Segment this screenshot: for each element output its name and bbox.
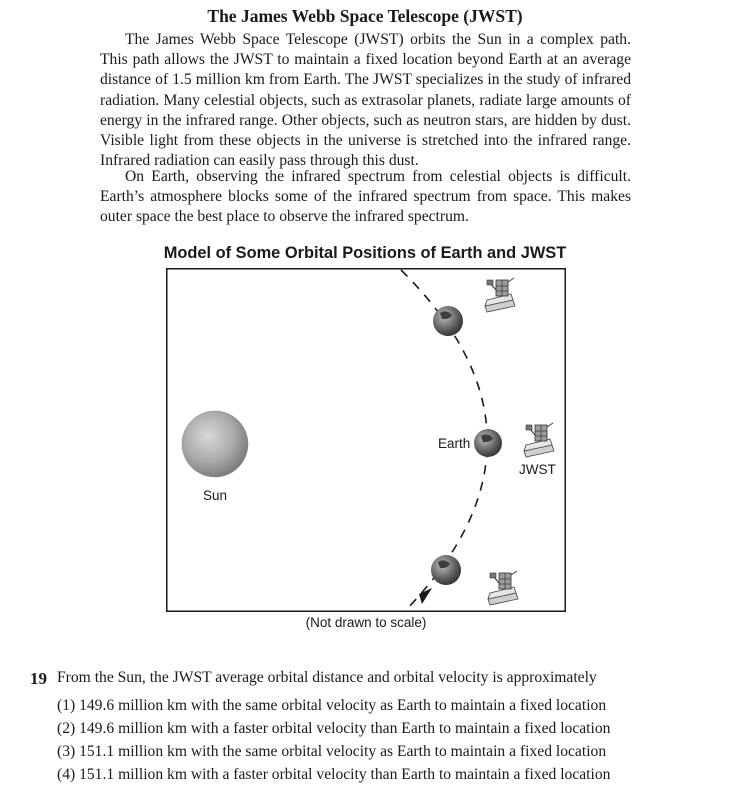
passage-paragraph-1: The James Webb Space Telescope (JWST) orbits the Sun in a complex path. This path allows the JWST to maintain a fixed location beyond Earth at an average distance of 1.5 million km from Earth. The JWST specializes in the study of infrared radiation. Many celestial objects, such as extrasolar planets, radiate large amounts of energy in the infrared range. Other objects, such as neutron stars, are hidden by dust. Visible light from these objects in the universe is stretched into the infrared range. Infrared radiation can easily pass through this dust.	[100, 31, 631, 170]
answer-option-4[interactable]: (4) 151.1 million km with a faster orbital velocity than Earth to maintain a fixed location	[57, 766, 611, 783]
figure-title: Model of Some Orbital Positions of Earth and JWST	[163, 244, 567, 262]
answer-option-1[interactable]: (1) 149.6 million km with the same orbital velocity as Earth to maintain a fixed location	[57, 697, 607, 714]
passage-paragraph-2: On Earth, observing the infrared spectrum from celestial objects is difficult. Earth’s atmosphere blocks some of the infrared spectrum from space. This makes outer space the best place to observe the infrared spectrum.	[100, 168, 631, 226]
orbital-diagram	[166, 268, 566, 612]
jwst-label: JWST	[519, 462, 556, 477]
answer-option-2[interactable]: (2) 149.6 million km with a faster orbital velocity than Earth to maintain a fixed location	[57, 720, 611, 737]
earth-icon	[474, 429, 502, 457]
question-stem: From the Sun, the JWST average orbital distance and orbital velocity is approximately	[57, 669, 597, 686]
earth-icon	[433, 306, 463, 336]
passage-title: The James Webb Space Telescope (JWST)	[207, 6, 523, 26]
answer-option-3[interactable]: (3) 151.1 million km with the same orbital velocity as Earth to maintain a fixed location	[57, 743, 607, 760]
figure-caption: (Not drawn to scale)	[305, 615, 427, 630]
sun-label: Sun	[202, 488, 228, 503]
question-number: 19	[30, 669, 47, 688]
earth-label: Earth	[438, 436, 471, 451]
sun-icon	[182, 411, 248, 477]
earth-icon	[431, 555, 461, 585]
